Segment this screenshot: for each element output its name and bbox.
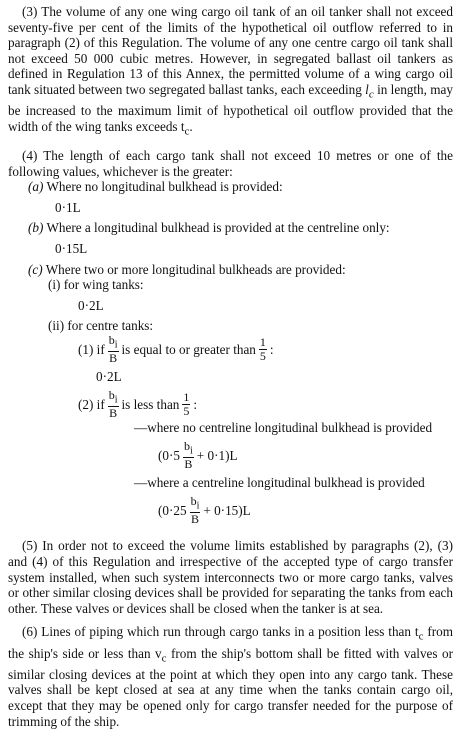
item-a-value: 0·1L — [55, 199, 81, 215]
condition-1-text: is equal to or greater than — [121, 341, 256, 357]
paragraph-6-text-2: from the ship's side or less than v — [8, 624, 453, 661]
fraction-num: b — [190, 493, 197, 508]
paragraph-3-text-3: . — [189, 118, 193, 134]
paragraph-3 — [8, 4, 453, 140]
fraction-den: B — [109, 351, 118, 366]
item-b — [8, 220, 453, 236]
formula-1 — [8, 440, 453, 471]
item-c-text: Where two or more longitudinal bulkheads are provided: — [42, 261, 346, 277]
formula-1-open: (0·5 — [158, 447, 180, 463]
item-c-ii: (ii) for centre tanks: — [48, 318, 154, 334]
paragraph-6-text: (6) Lines of piping which run through cargo tanks in a position less than t — [22, 624, 419, 640]
fraction-bi-over-b — [108, 334, 119, 365]
item-a-text: Where no longitudinal bulkhead is provided: — [43, 179, 283, 195]
fraction-num: 1 — [259, 335, 266, 350]
colon: : — [193, 396, 198, 412]
item-c-i-value: 0·2L — [78, 297, 104, 313]
item-c-label: (c) — [28, 261, 43, 277]
case-centreline: —where a centreline longitudinal bulkhead is provided — [134, 475, 425, 491]
fraction-den: B — [109, 406, 118, 421]
fraction-den: B — [190, 512, 199, 527]
case-no-centreline: —where no centreline longitudinal bulkhead is provided — [134, 420, 433, 436]
paragraph-4-intro: (4) The length of each cargo tank shall not exceed 10 metres or one of the following values, whichever is the greater: — [8, 148, 453, 179]
fraction-den: 5 — [259, 349, 266, 364]
formula-2 — [8, 495, 453, 526]
symbol-tc-sub: c — [184, 125, 190, 138]
paragraph-3-text: (3) The volume of any one wing cargo oil tank of an oil tanker shall not exceed seventy-five per cent of the limits of the hypothetical oil outflow referred to in paragraph (2) of this Regulation. The volume of any one centre cargo oil tank shall not exceed 50 000 cubic metres. However, in segregated ballast oil tankers as defined in Regulation 13 of this Annex, the permitted volume of a wing cargo oil tank situated between two segregated ballast tanks, each exceeding — [8, 4, 453, 97]
paragraph-6-text-3: from the ship's bottom shall be fitted with valves or similar closing devices at the point at which they open into any cargo tank. These valves shall be kept closed at sea at any time when the tanks contain cargo oil, except that they may be opened only for cargo transfer needed for the purpose of trimming of the ship. — [8, 645, 453, 729]
item-a — [8, 179, 453, 195]
fraction-bi-over-b — [183, 440, 194, 471]
fraction-one-fifth — [259, 336, 267, 363]
fraction-den: 5 — [183, 404, 190, 419]
symbol-lc-sub: c — [368, 88, 374, 101]
condition-2-prefix: (2) if — [78, 396, 105, 412]
fraction-num: b — [108, 332, 115, 347]
fraction-one-fifth — [182, 391, 190, 418]
condition-2 — [8, 389, 453, 420]
symbol-vc-sub: c — [161, 652, 167, 665]
paragraph-6 — [8, 624, 453, 729]
item-c — [8, 262, 453, 278]
item-a-label: (a) — [28, 179, 44, 195]
paragraph-3-text-2: in length, may be increased to the maximum limit of hypothetical oil outflow provided that the width of the wing tanks exceeds t — [8, 81, 453, 134]
condition-1-value: 0·2L — [96, 369, 122, 385]
fraction-num-sub: i — [196, 500, 200, 512]
fraction-num: b — [108, 387, 115, 402]
fraction-num-sub: i — [114, 339, 118, 351]
item-b-text: Where a longitudinal bulkhead is provided at the centreline only: — [43, 220, 390, 236]
symbol-lc: l — [365, 81, 369, 97]
symbol-tc-sub: c — [418, 630, 424, 643]
item-c-i: (i) for wing tanks: — [48, 277, 144, 293]
fraction-den: B — [184, 457, 193, 472]
condition-2-text: is less than — [121, 396, 180, 412]
fraction-num-sub: i — [114, 394, 118, 406]
fraction-bi-over-b — [108, 389, 119, 420]
formula-2-open: (0·25 — [158, 502, 187, 518]
paragraph-5: (5) In order not to exceed the volume limits established by paragraphs (2), (3) and (4) of this Regulation and irrespective of the accepted type of cargo transfer system installed, when such system interconnects two or more cargo tanks, valves or other similar closing devices shall be provided for separating the tanks from each other. These valves or devices shall be closed when the tanker is at sea. — [8, 538, 453, 616]
condition-1 — [8, 334, 453, 365]
condition-1-prefix: (1) if — [78, 341, 105, 357]
fraction-num-sub: i — [189, 445, 193, 457]
fraction-bi-over-b — [190, 495, 201, 526]
formula-1-close: + 0·1)L — [196, 447, 238, 463]
fraction-num: 1 — [183, 390, 190, 405]
item-b-value: 0·15L — [55, 241, 88, 256]
fraction-num: b — [183, 438, 190, 453]
formula-2-close: + 0·15)L — [203, 502, 251, 518]
item-b-label: (b) — [28, 220, 44, 236]
colon: : — [269, 341, 274, 357]
